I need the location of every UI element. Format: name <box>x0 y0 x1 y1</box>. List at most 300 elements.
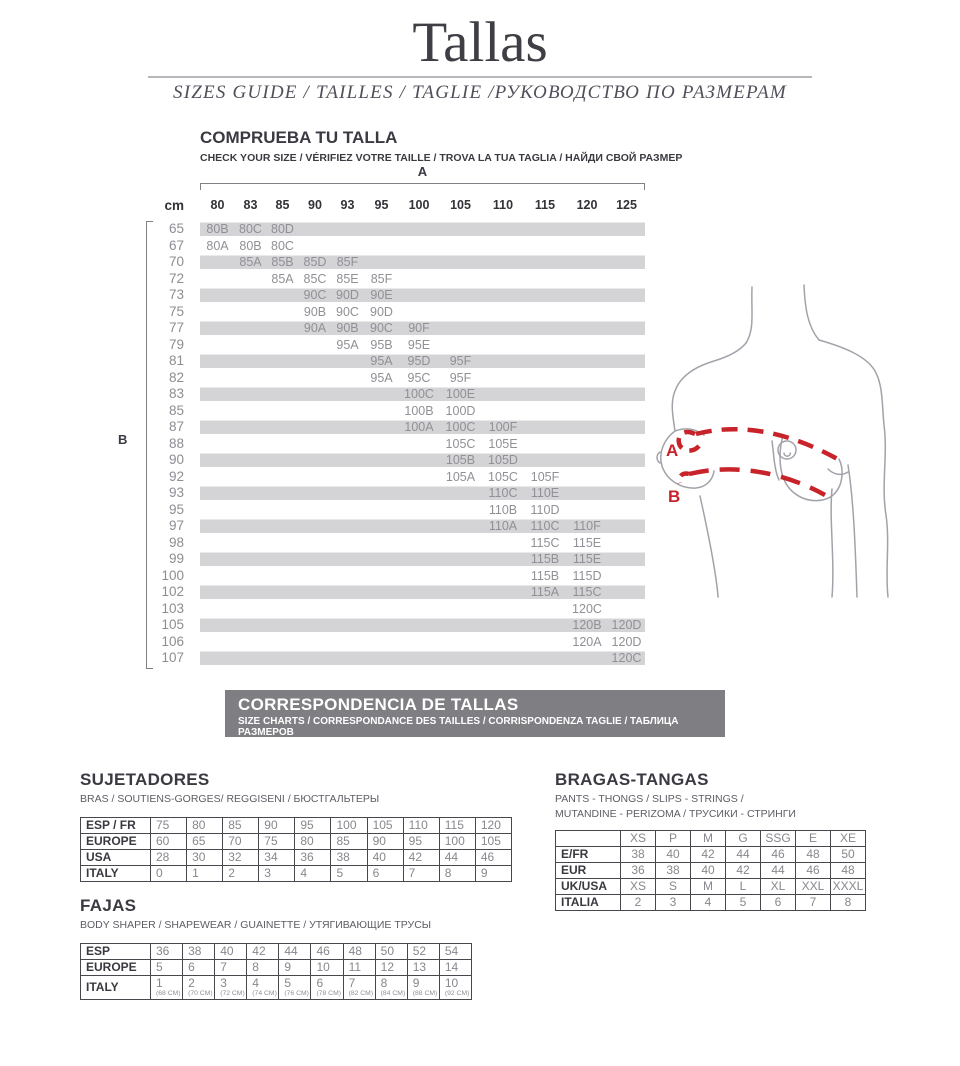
size-cell <box>200 568 235 585</box>
panties-section-subtitle-1: PANTS - THONGS / SLIPS - STRINGS / <box>555 793 744 805</box>
size-cell <box>299 469 331 486</box>
size-cell <box>399 617 439 634</box>
row-label: 107 <box>161 650 184 665</box>
row-label: ESP <box>81 944 151 960</box>
size-cell <box>608 518 645 535</box>
size-cell <box>299 386 331 403</box>
value-cell: 9 <box>475 866 511 882</box>
shapewear-section-subtitle: BODY SHAPER / SHAPEWEAR / GUAINETTE / УТЯГИВАЮЩИЕ ТРУСЫ <box>80 919 432 931</box>
value-cell: 10 <box>311 960 343 976</box>
size-cell <box>439 502 482 519</box>
size-cell <box>524 238 566 255</box>
size-cell <box>399 254 439 271</box>
size-cell <box>566 370 608 387</box>
matrix-row-93 <box>140 485 645 502</box>
size-cell <box>439 221 482 238</box>
size-cell <box>200 584 235 601</box>
size-cell <box>364 518 399 535</box>
value-cell: 2 (70 CM) <box>183 976 215 1000</box>
size-cell <box>266 584 299 601</box>
size-cell: 90C <box>364 320 399 337</box>
size-cell <box>200 353 235 370</box>
matrix-row-75 <box>140 304 645 321</box>
size-cell <box>524 320 566 337</box>
row-label: 103 <box>161 600 184 616</box>
row-label: 75 <box>168 303 184 319</box>
header-row <box>556 831 866 847</box>
size-cell: 80A <box>206 238 229 253</box>
value-cell: 52 <box>407 944 439 960</box>
size-cell <box>266 601 299 618</box>
value-cell: XS <box>621 879 656 895</box>
size-cell: 90D <box>370 304 393 319</box>
value-cell: 42 <box>691 847 726 863</box>
size-cell <box>364 419 399 436</box>
size-cell <box>399 469 439 486</box>
underbust-measure-label: B <box>118 432 128 447</box>
value-cell: 7 <box>796 895 831 911</box>
size-cell: 90D <box>331 287 364 304</box>
size-cell <box>566 254 608 271</box>
size-cell: 90F <box>399 320 439 337</box>
size-cell <box>299 568 331 585</box>
size-cell: 85F <box>331 254 364 271</box>
size-cell <box>331 469 364 486</box>
size-cell <box>608 337 645 354</box>
size-cell: 95F <box>439 353 482 370</box>
size-cell <box>482 634 524 651</box>
size-cell <box>439 518 482 535</box>
size-cell <box>299 419 331 436</box>
matrix-row-102 <box>140 584 645 601</box>
size-cell: 105E <box>488 436 518 451</box>
size-cell <box>524 634 566 651</box>
size-cell <box>299 518 331 535</box>
value-cell: 3 <box>656 895 691 911</box>
value-cell: 46 <box>796 863 831 879</box>
size-cell: 115E <box>566 551 608 568</box>
size-cell <box>566 271 608 288</box>
size-cell <box>200 304 235 321</box>
size-cell <box>299 650 331 667</box>
size-cell <box>524 287 566 304</box>
size-cell: 95A <box>336 337 359 352</box>
size-cell <box>235 353 266 370</box>
size-cell <box>608 287 645 304</box>
value-cell: 36 <box>621 863 656 879</box>
value-cell: 46 <box>475 850 511 866</box>
size-cell <box>608 271 645 288</box>
column-header-85: 85 <box>275 198 290 212</box>
size-cell <box>482 535 524 552</box>
size-cell <box>566 469 608 486</box>
column-header-120: 120 <box>576 198 598 212</box>
size-cell: 115C <box>566 584 608 601</box>
size-cell <box>200 271 235 288</box>
value-cell: 65 <box>187 834 223 850</box>
size-cell: 90B <box>303 304 327 319</box>
value-cell: 44 <box>439 850 475 866</box>
size-cell <box>299 353 331 370</box>
value-cell: 1 (68 CM) <box>151 976 183 1000</box>
banner-title: CORRESPONDENCIA DE TALLAS <box>238 695 519 714</box>
value-cell: 46 <box>311 944 343 960</box>
value-cell: 50 <box>831 847 866 863</box>
size-cell <box>399 271 439 288</box>
size-cell <box>439 254 482 271</box>
size-cell <box>566 403 608 420</box>
size-cell <box>439 238 482 255</box>
value-cell: 10 (92 CM) <box>439 976 471 1000</box>
size-cell <box>399 634 439 651</box>
value-cell: 14 <box>439 960 471 976</box>
size-cell <box>266 502 299 519</box>
size-cell <box>566 337 608 354</box>
underbust-line-end-loop <box>679 474 689 483</box>
size-cell <box>482 617 524 634</box>
size-cell <box>364 254 399 271</box>
size-cell <box>524 650 566 667</box>
value-cell: 75 <box>151 818 187 834</box>
row-label: 72 <box>168 270 184 286</box>
bras-section <box>80 770 512 882</box>
figure-b-label: B <box>668 487 681 506</box>
bras-size-table <box>80 817 512 882</box>
value-cell: 54 <box>439 944 471 960</box>
matrix-row-100 <box>140 568 645 585</box>
matrix-row-85 <box>140 403 645 420</box>
value-cell: 48 <box>831 863 866 879</box>
page-subtitle: SIZES GUIDE / TAILLES / TAGLIE /РУКОВОДСТВО ПО РАЗМЕРАМ <box>173 82 787 103</box>
size-cell <box>482 353 524 370</box>
size-cell <box>399 287 439 304</box>
measurement-lines <box>679 429 841 495</box>
size-cell <box>524 353 566 370</box>
size-cell <box>566 419 608 436</box>
size-cell <box>299 370 331 387</box>
value-cell: 90 <box>367 834 403 850</box>
size-cell <box>266 568 299 585</box>
figure-a-label: A <box>666 441 679 460</box>
size-cell: 120D <box>608 617 645 634</box>
size-cell <box>331 584 364 601</box>
size-cell <box>399 452 439 469</box>
size-cell <box>299 634 331 651</box>
torso-illustration <box>652 283 952 598</box>
size-cell <box>299 502 331 519</box>
size-cell <box>364 535 399 552</box>
value-cell: 85 <box>223 818 259 834</box>
value-cell: 6 <box>367 866 403 882</box>
value-cell: 4 <box>295 866 331 882</box>
shapewear-section <box>80 896 472 1000</box>
header-cell: XE <box>831 831 866 847</box>
size-cell <box>524 386 566 403</box>
size-cell <box>482 337 524 354</box>
matrix-row-67 <box>140 238 645 255</box>
size-cell: 100B <box>404 403 434 418</box>
header-cell: E <box>796 831 831 847</box>
size-cell <box>566 304 608 321</box>
size-cell: 80B <box>239 238 262 253</box>
size-cell: 95C <box>407 370 431 385</box>
value-cell: 8 <box>439 866 475 882</box>
size-cell <box>566 452 608 469</box>
matrix-row-70 <box>140 254 645 271</box>
size-cell <box>266 370 299 387</box>
size-cell <box>439 634 482 651</box>
size-cell <box>331 535 364 552</box>
size-cell <box>524 304 566 321</box>
size-cell: 110F <box>566 518 608 535</box>
size-cell <box>364 485 399 502</box>
size-cell <box>200 287 235 304</box>
value-cell: 28 <box>151 850 187 866</box>
size-cell: 100C <box>399 386 439 403</box>
size-cell <box>439 551 482 568</box>
size-cell: 115A <box>524 584 566 601</box>
value-cell: S <box>656 879 691 895</box>
row-label: 102 <box>161 584 184 599</box>
size-cell <box>524 370 566 387</box>
size-cell <box>399 601 439 618</box>
size-cell: 90C <box>299 287 331 304</box>
size-cell <box>608 535 645 552</box>
header-cell: G <box>726 831 761 847</box>
size-cell <box>608 320 645 337</box>
size-cell: 105B <box>439 452 482 469</box>
size-cell: 115B <box>524 551 566 568</box>
size-cell <box>299 436 331 453</box>
value-cell: 110 <box>403 818 439 834</box>
size-cell: 85A <box>235 254 266 271</box>
size-cell <box>266 320 299 337</box>
size-cell <box>331 403 364 420</box>
value-cell: 5 <box>331 866 367 882</box>
size-cell <box>566 386 608 403</box>
row-label: 87 <box>168 419 184 434</box>
matrix-row-65 <box>140 221 645 238</box>
size-cell <box>482 271 524 288</box>
matrix-row-87 <box>140 419 645 436</box>
size-cell <box>608 601 645 618</box>
size-cell <box>200 254 235 271</box>
size-cell <box>608 386 645 403</box>
size-cell: 100A <box>399 419 439 436</box>
size-cell <box>200 469 235 486</box>
column-header-110: 110 <box>492 198 514 212</box>
matrix-row-97 <box>140 518 645 535</box>
size-cell <box>608 419 645 436</box>
row-label: 67 <box>168 237 184 253</box>
size-cell <box>364 584 399 601</box>
size-cell <box>200 535 235 552</box>
row-label: 88 <box>168 435 184 451</box>
size-cell <box>399 485 439 502</box>
header-cell: P <box>656 831 691 847</box>
matrix-body <box>140 221 645 667</box>
size-cell <box>266 469 299 486</box>
value-cell: 4 (74 CM) <box>247 976 279 1000</box>
value-cell: 105 <box>367 818 403 834</box>
table-row <box>556 879 866 895</box>
size-cell <box>331 436 364 453</box>
size-cell: 85C <box>303 271 327 286</box>
size-cell <box>235 650 266 667</box>
row-label: 93 <box>168 485 184 500</box>
size-cell: 80C <box>235 221 266 238</box>
row-label: 98 <box>168 534 184 550</box>
value-cell: 80 <box>295 834 331 850</box>
size-cell: 95B <box>370 337 393 352</box>
size-cell <box>235 535 266 552</box>
row-label: ITALIA <box>556 895 621 911</box>
size-cell <box>266 551 299 568</box>
size-cell: 100F <box>482 419 524 436</box>
size-cell <box>235 601 266 618</box>
table-row <box>81 818 512 834</box>
size-cell <box>399 518 439 535</box>
matrix-row-103 <box>140 601 645 618</box>
value-cell: 9 (88 CM) <box>407 976 439 1000</box>
size-cell <box>482 304 524 321</box>
size-cell <box>266 419 299 436</box>
value-cell: 11 <box>343 960 375 976</box>
size-cell <box>235 568 266 585</box>
value-cell: XL <box>761 879 796 895</box>
size-cell <box>399 436 439 453</box>
bras-section-subtitle: BRAS / SOUTIENS-GORGES/ REGGISENI / БЮСТГАЛЬТЕРЫ <box>80 793 380 805</box>
size-cell <box>566 353 608 370</box>
column-header-83: 83 <box>243 198 258 212</box>
value-cell: 6 <box>183 960 215 976</box>
size-cell <box>482 287 524 304</box>
size-cell <box>331 518 364 535</box>
panties-section-title: BRAGAS-TANGAS <box>555 770 709 789</box>
size-cell <box>566 502 608 519</box>
matrix-row-79 <box>140 337 645 354</box>
row-label: 65 <box>168 221 184 236</box>
value-cell: 5 <box>151 960 183 976</box>
size-charts-banner <box>225 690 725 737</box>
size-cell <box>299 221 331 238</box>
size-cell <box>331 568 364 585</box>
value-cell: 90 <box>259 818 295 834</box>
size-cell <box>235 502 266 519</box>
size-cell <box>482 584 524 601</box>
size-cell <box>364 386 399 403</box>
size-cell <box>566 650 608 667</box>
size-cell <box>299 337 331 354</box>
row-label: EUR <box>556 863 621 879</box>
size-cell <box>524 254 566 271</box>
size-cell <box>235 617 266 634</box>
value-cell: 40 <box>215 944 247 960</box>
size-cell: 95A <box>370 370 393 385</box>
size-cell: 105C <box>488 469 518 484</box>
size-cell <box>439 304 482 321</box>
matrix-row-81 <box>140 353 645 370</box>
value-cell: 32 <box>223 850 259 866</box>
row-label: 82 <box>168 369 184 385</box>
value-cell: 120 <box>475 818 511 834</box>
value-cell: 36 <box>295 850 331 866</box>
size-cell: 80C <box>271 238 294 253</box>
size-cell <box>524 419 566 436</box>
size-cell <box>235 469 266 486</box>
value-cell: 40 <box>656 847 691 863</box>
value-cell: 38 <box>183 944 215 960</box>
value-cell: 95 <box>295 818 331 834</box>
size-cell <box>331 419 364 436</box>
row-label: E/FR <box>556 847 621 863</box>
size-cell <box>608 502 645 519</box>
table-row <box>556 847 866 863</box>
shapewear-size-table <box>80 943 472 1000</box>
size-cell: 120A <box>572 634 602 649</box>
size-cell: 100C <box>439 419 482 436</box>
size-cell <box>299 485 331 502</box>
size-cell <box>608 403 645 420</box>
size-cell <box>364 436 399 453</box>
size-cell <box>364 551 399 568</box>
size-cell <box>200 403 235 420</box>
size-cell <box>399 650 439 667</box>
size-cell <box>482 601 524 618</box>
value-cell: 115 <box>439 818 475 834</box>
value-cell: 8 <box>247 960 279 976</box>
size-cell <box>608 238 645 255</box>
size-cell <box>200 419 235 436</box>
size-cell <box>608 568 645 585</box>
value-cell: 42 <box>247 944 279 960</box>
size-cell <box>482 221 524 238</box>
row-label: 90 <box>168 452 184 467</box>
size-cell <box>235 370 266 387</box>
table-row <box>81 850 512 866</box>
matrix-row-107 <box>140 650 645 667</box>
row-label: 99 <box>168 551 184 566</box>
row-label: 95 <box>168 501 184 517</box>
value-cell: 40 <box>691 863 726 879</box>
size-cell: 105A <box>445 469 476 484</box>
size-cell <box>482 320 524 337</box>
size-cell <box>266 452 299 469</box>
value-cell: 7 <box>403 866 439 882</box>
value-cell: 3 (72 CM) <box>215 976 247 1000</box>
value-cell: 38 <box>621 847 656 863</box>
row-label: UK/USA <box>556 879 621 895</box>
size-cell: 80D <box>266 221 299 238</box>
size-cell <box>266 617 299 634</box>
size-cell <box>364 650 399 667</box>
value-cell: 13 <box>407 960 439 976</box>
size-cell <box>608 304 645 321</box>
size-cell: 110A <box>482 518 524 535</box>
size-cell <box>439 584 482 601</box>
value-cell: XXXL <box>831 879 866 895</box>
size-cell <box>364 601 399 618</box>
size-cell <box>608 370 645 387</box>
size-cell: 90B <box>331 320 364 337</box>
size-cell: 90A <box>299 320 331 337</box>
row-label: USA <box>81 850 151 866</box>
row-label: 70 <box>168 254 184 269</box>
bras-section-title: SUJETADORES <box>80 770 210 789</box>
size-cell <box>399 304 439 321</box>
value-cell: 44 <box>726 847 761 863</box>
value-cell: 38 <box>656 863 691 879</box>
